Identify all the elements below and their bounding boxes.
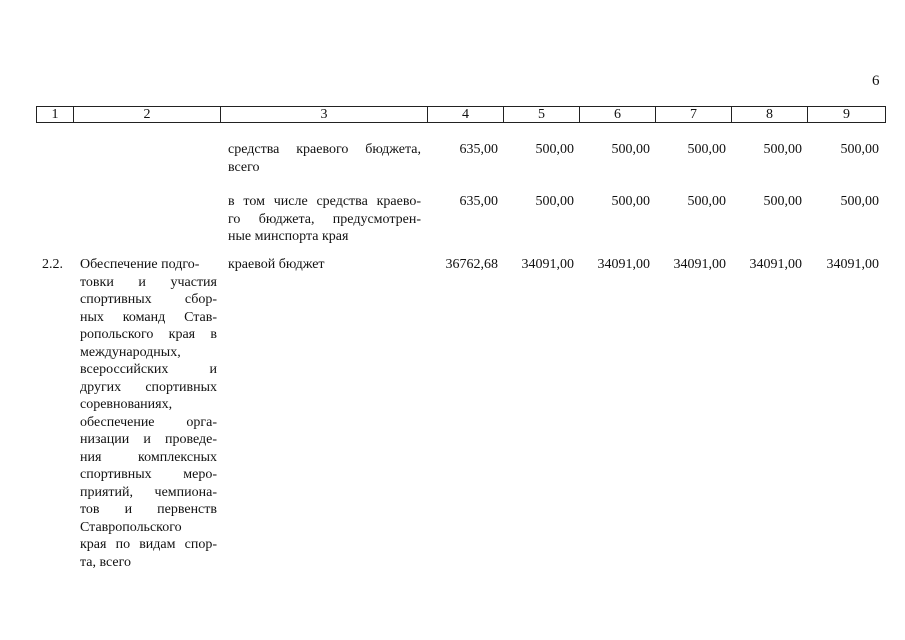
value-col-6: 500,00	[611, 142, 650, 157]
funding-source-cell	[228, 256, 421, 274]
value-col-5: 34091,00	[521, 257, 574, 272]
value-col-8: 34091,00	[749, 257, 802, 272]
funding-source-line: всего	[228, 159, 260, 175]
header-col-2: 2	[74, 107, 221, 123]
value-col-7: 500,00	[687, 142, 726, 157]
measure-name-cell	[80, 256, 217, 571]
funding-source-cell	[228, 141, 421, 176]
measure-name-line: товки и участия	[80, 274, 217, 290]
page-number: 6	[872, 73, 880, 89]
value-col-4: 635,00	[459, 194, 498, 209]
column-number-header	[36, 106, 886, 123]
funding-source-line: в том числе средства краево-	[228, 194, 421, 209]
value-col-5: 500,00	[535, 142, 574, 157]
value-col-5: 500,00	[535, 194, 574, 209]
header-col-6: 6	[580, 107, 656, 123]
measure-name-line: та, всего	[80, 554, 132, 570]
measure-name-line: спортивных меро-	[80, 467, 217, 482]
value-col-8: 500,00	[763, 142, 802, 157]
value-col-4: 36762,68	[445, 257, 498, 272]
header-col-9: 9	[808, 107, 886, 123]
measure-name-line: обеспечение орга-	[80, 414, 217, 430]
measure-name-line: ропольского края в	[80, 327, 217, 342]
value-col-4: 635,00	[459, 142, 498, 157]
measure-name-line: ных команд Став-	[80, 309, 217, 325]
measure-name-line: спортивных сбор-	[80, 292, 217, 307]
value-col-9: 500,00	[840, 194, 879, 209]
value-col-6: 34091,00	[597, 257, 650, 272]
value-col-7: 34091,00	[673, 257, 726, 272]
value-col-8: 500,00	[763, 194, 802, 209]
funding-source-line: ные минспорта края	[228, 229, 349, 244]
funding-source-cell	[228, 193, 421, 246]
value-col-9: 500,00	[840, 142, 879, 157]
funding-source-line: го бюджета, предусмотрен-	[228, 211, 421, 227]
measure-name-line: Ставропольского	[80, 519, 182, 535]
value-col-7: 500,00	[687, 194, 726, 209]
funding-source-line: краевой бюджет	[228, 257, 325, 272]
header-col-7: 7	[656, 107, 732, 123]
header-col-5: 5	[504, 107, 580, 123]
measure-name-line: тов и первенств	[80, 502, 217, 517]
measure-name-line: других спортивных	[80, 379, 217, 395]
measure-name-line: международных,	[80, 344, 181, 360]
measure-name-line: низации и проведе-	[80, 432, 217, 447]
measure-name-line: приятий, чемпиона-	[80, 484, 217, 500]
funding-source-line: средства краевого бюджета,	[228, 142, 421, 157]
measure-name-line: соревнованиях,	[80, 397, 173, 412]
measure-name-line: края по видам спор-	[80, 537, 217, 552]
item-code: 2.2.	[42, 257, 63, 272]
measure-name-line: ния комплексных	[80, 449, 217, 465]
value-col-6: 500,00	[611, 194, 650, 209]
value-col-9: 34091,00	[826, 257, 879, 272]
header-col-8: 8	[732, 107, 808, 123]
header-col-4: 4	[428, 107, 504, 123]
measure-name-line: всероссийских и	[80, 362, 217, 377]
header-col-3: 3	[221, 107, 428, 123]
header-col-1: 1	[37, 107, 74, 123]
measure-name-line: Обеспечение подго-	[80, 257, 200, 272]
